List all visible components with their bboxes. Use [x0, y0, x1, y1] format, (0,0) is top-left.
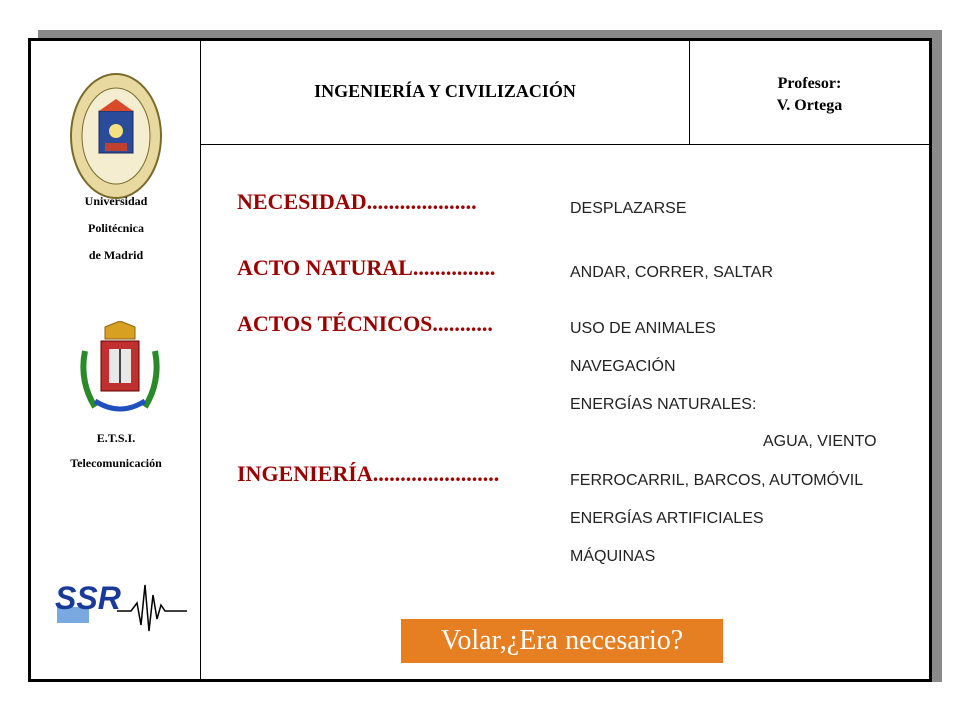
actos-tecnicos-label: ACTOS TÉCNICOS...........: [237, 311, 493, 336]
actos-tecnicos-value-1: USO DE ANIMALES: [570, 320, 716, 337]
ingenieria-value-3: MÁQUINAS: [570, 548, 656, 565]
ssr-logo-icon: [49, 575, 189, 635]
ingenieria-value-1: FERROCARRIL, BARCOS, AUTOMÓVIL: [570, 472, 864, 489]
university-name-line1: Universidad: [84, 194, 148, 208]
university-name-line2: Politécnica: [88, 221, 144, 235]
professor-block: [690, 73, 929, 117]
page-title: INGENIERÍA Y CIVILIZACIÓN: [314, 81, 576, 101]
acto-natural-value: ANDAR, CORRER, SALTAR: [570, 264, 773, 281]
university-name-line3: de Madrid: [88, 248, 144, 262]
ingenieria-value-2: ENERGÍAS ARTIFICIALES: [570, 510, 764, 527]
ssr-logo-text: SSR: [55, 580, 121, 616]
actos-tecnicos-value-2: NAVEGACIÓN: [570, 358, 676, 375]
school-name-line1: E.T.S.I.: [96, 431, 136, 445]
necesidad-label: NECESIDAD....................: [237, 189, 477, 214]
sidebar: [31, 41, 201, 679]
upm-logo-icon: [69, 71, 163, 201]
professor-name: V. Ortega: [776, 97, 843, 114]
slide-frame: [28, 38, 932, 682]
acto-natural-label: ACTO NATURAL...............: [237, 255, 496, 280]
necesidad-value: DESPLAZARSE: [570, 200, 687, 217]
header: [201, 41, 929, 145]
school-name-line2: Telecomunicación: [70, 456, 162, 470]
actos-tecnicos-value-4: AGUA, VIENTO: [763, 433, 877, 450]
callout-box: Volar,¿Era necesario?: [401, 619, 723, 663]
actos-tecnicos-value-3: ENERGÍAS NATURALES:: [570, 396, 757, 413]
ingenieria-label: INGENIERÍA.......................: [237, 461, 500, 486]
professor-label: Profesor:: [777, 75, 842, 92]
etsi-coat-of-arms-icon: [75, 321, 165, 421]
